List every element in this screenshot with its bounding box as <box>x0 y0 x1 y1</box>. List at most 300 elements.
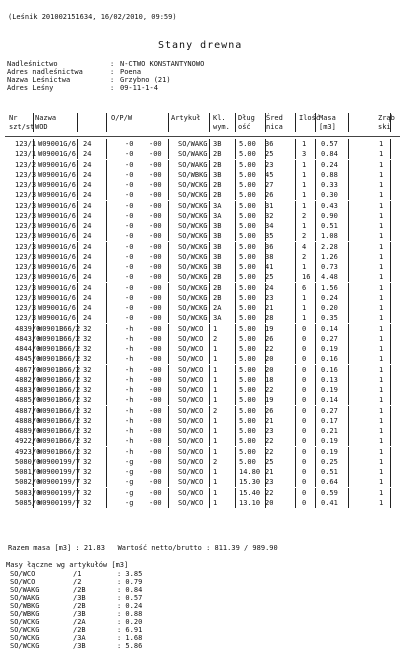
table-cell: 3B <box>213 140 222 148</box>
mass-code: /3A <box>73 634 86 642</box>
table-cell: -h <box>125 416 134 425</box>
table-cell: 1 <box>379 416 384 425</box>
column-divider <box>209 313 210 323</box>
column-divider <box>390 406 391 416</box>
table-cell: 5.00 <box>239 386 256 394</box>
table-cell: 123/3 <box>15 263 37 271</box>
column-divider <box>295 334 296 344</box>
column-divider <box>77 190 78 200</box>
mass-value: : 1.68 <box>117 634 143 642</box>
table-row <box>3 324 415 334</box>
table-cell: 5085/0 <box>15 498 41 507</box>
table-cell: 1 <box>302 140 307 148</box>
table-cell: -0 <box>125 160 134 169</box>
table-cell: 32 <box>83 416 92 425</box>
column-divider <box>348 467 349 477</box>
table-row <box>3 190 415 200</box>
table-cell: 28 <box>265 314 274 323</box>
column-divider <box>106 375 107 385</box>
column-divider <box>168 457 169 467</box>
table-cell: SO/WCO <box>178 355 204 364</box>
column-divider <box>235 190 236 200</box>
table-cell: 5.00 <box>239 211 256 220</box>
table-cell: -h <box>125 355 134 364</box>
info-key: Adres Leśny <box>7 84 54 92</box>
table-cell: W0901B66/2 <box>38 334 81 343</box>
table-cell: 1 <box>302 314 307 323</box>
mass-code: /3B <box>73 594 86 602</box>
table-cell: -0 <box>125 304 134 312</box>
table-cell: 0 <box>302 447 307 456</box>
column-divider <box>209 272 210 282</box>
table-cell: 5.00 <box>239 252 256 261</box>
table-cell: 1 <box>379 170 384 179</box>
table-cell: 21 <box>265 416 274 425</box>
column-divider <box>390 395 391 405</box>
table-cell: W09001G/6 <box>38 232 76 241</box>
column-divider <box>295 498 296 508</box>
table-cell: 1 <box>379 222 384 230</box>
column-divider <box>348 406 349 416</box>
table-cell: 20 <box>265 365 274 374</box>
table-cell: SO/WCO <box>178 468 204 476</box>
table-cell: 0 <box>302 365 307 374</box>
column-divider <box>315 262 316 272</box>
column-divider <box>209 231 210 241</box>
column-divider <box>106 334 107 344</box>
column-divider <box>209 324 210 334</box>
table-cell: 1 <box>213 416 218 425</box>
table-cell: W09001G/6 <box>38 150 76 159</box>
table-row <box>3 201 415 211</box>
table-cell: -00 <box>149 447 162 456</box>
table-cell: 1 <box>379 478 384 487</box>
table-cell: 123/3 <box>15 314 37 323</box>
table-cell: -h <box>125 427 134 435</box>
column-divider <box>390 221 391 231</box>
table-cell: 3 <box>302 150 307 159</box>
column-divider <box>315 313 316 323</box>
table-cell: 24 <box>83 273 92 282</box>
mass-article: SO/WCKG <box>10 634 40 642</box>
column-divider <box>209 426 210 436</box>
column-divider <box>315 426 316 436</box>
table-cell: 4888/0 <box>15 416 41 425</box>
column-divider <box>348 344 349 354</box>
column-divider <box>295 221 296 231</box>
column-divider <box>168 190 169 200</box>
header-cell: nica <box>266 123 283 131</box>
column-divider <box>348 426 349 436</box>
table-cell: 1 <box>379 150 384 159</box>
table-cell: 2 <box>213 334 218 343</box>
table-cell: 0.43 <box>321 201 338 210</box>
header-cell: Nazwa <box>35 114 57 122</box>
table-cell: 0.16 <box>321 355 338 364</box>
table-cell: 5081/0 <box>15 468 41 476</box>
table-cell: 1 <box>302 263 307 271</box>
column-divider <box>235 303 236 313</box>
table-row <box>3 365 415 375</box>
column-divider <box>77 180 78 190</box>
table-cell: 1 <box>213 478 218 487</box>
table-cell: 4839/0 <box>15 324 41 333</box>
table-cell: W09001G/6 <box>38 293 76 302</box>
column-divider <box>106 160 107 170</box>
table-cell: -0 <box>125 211 134 220</box>
table-cell: SO/WCKG <box>178 181 208 189</box>
table-cell: 1 <box>379 468 384 476</box>
table-cell: 4922/0 <box>15 437 41 446</box>
table-cell: 0 <box>302 427 307 435</box>
table-cell: 1 <box>379 375 384 384</box>
column-divider <box>235 344 236 354</box>
table-cell: 0 <box>302 396 307 405</box>
table-cell: 5.00 <box>239 263 256 271</box>
column-divider <box>106 447 107 457</box>
column-divider <box>348 283 349 293</box>
table-cell: -00 <box>149 375 162 384</box>
mass-code: /2B <box>73 626 86 634</box>
column-divider <box>209 395 210 405</box>
table-cell: 1.26 <box>321 252 338 261</box>
table-cell: SO/WCO <box>178 488 204 497</box>
column-divider <box>209 354 210 364</box>
table-cell: 5.00 <box>239 140 256 148</box>
table-cell: -0 <box>125 140 134 148</box>
column-divider <box>77 272 78 282</box>
table-cell: 0 <box>302 355 307 364</box>
table-cell: 21 <box>265 304 274 312</box>
table-cell: 1 <box>379 191 384 200</box>
column-divider <box>295 272 296 282</box>
column-divider <box>106 293 107 303</box>
table-cell: SO/WCKG <box>178 242 208 251</box>
column-divider <box>348 231 349 241</box>
table-cell: 123/3 <box>15 181 37 189</box>
column-divider <box>106 406 107 416</box>
column-divider <box>235 324 236 334</box>
table-cell: 1 <box>213 345 218 353</box>
table-row <box>3 293 415 303</box>
column-divider <box>168 262 169 272</box>
info-value: Grzybno (21) <box>120 76 171 84</box>
table-cell: SO/WCKG <box>178 314 208 323</box>
table-cell: 4.48 <box>321 273 338 282</box>
table-cell: 27 <box>265 181 274 189</box>
table-cell: 0.19 <box>321 437 338 446</box>
column-divider <box>390 242 391 252</box>
table-cell: SO/WCKG <box>178 273 208 282</box>
table-row <box>3 334 415 344</box>
column-divider <box>106 324 107 334</box>
column-divider <box>77 201 78 211</box>
table-cell: SO/WAKG <box>178 160 208 169</box>
table-cell: W0901B66/2 <box>38 324 81 333</box>
table-cell: 1 <box>379 232 384 241</box>
column-divider <box>209 365 210 375</box>
table-cell: -00 <box>149 427 162 435</box>
table-cell: 0.19 <box>321 386 338 394</box>
table-cell: 26 <box>265 334 274 343</box>
table-cell: 2B <box>213 191 222 200</box>
table-cell: -0 <box>125 222 134 230</box>
column-divider <box>315 334 316 344</box>
table-cell: 1 <box>302 191 307 200</box>
column-divider <box>106 283 107 293</box>
table-cell: 1 <box>379 334 384 343</box>
table-cell: 1 <box>213 375 218 384</box>
table-cell: 1 <box>302 222 307 230</box>
table-cell: 24 <box>83 252 92 261</box>
table-row <box>3 170 415 180</box>
table-cell: 123/3 <box>15 201 37 210</box>
table-cell: 18 <box>265 375 274 384</box>
column-divider <box>209 303 210 313</box>
table-cell: 32 <box>83 396 92 405</box>
column-divider <box>390 139 391 149</box>
table-cell: 5.00 <box>239 345 256 353</box>
column-divider <box>390 231 391 241</box>
column-divider <box>106 498 107 508</box>
column-divider <box>295 365 296 375</box>
column-divider <box>168 293 169 303</box>
table-cell: 36 <box>265 140 274 148</box>
column-divider <box>235 139 236 149</box>
column-divider <box>168 180 169 190</box>
table-cell: 24 <box>83 304 92 312</box>
column-divider <box>106 252 107 262</box>
table-cell: 0.88 <box>321 170 338 179</box>
table-cell: 5.00 <box>239 355 256 364</box>
column-divider <box>209 375 210 385</box>
column-divider <box>209 201 210 211</box>
header-cell: Zrąb <box>378 114 395 122</box>
column-divider <box>390 488 391 498</box>
header-cell: [m3] <box>319 123 336 131</box>
table-cell: 1.56 <box>321 283 338 292</box>
table-cell: 5.00 <box>239 150 256 159</box>
table-cell: 0 <box>302 406 307 415</box>
column-divider <box>77 313 78 323</box>
table-cell: 1 <box>379 488 384 497</box>
table-cell: 36 <box>265 242 274 251</box>
table-cell: 1 <box>213 427 218 435</box>
column-divider <box>106 262 107 272</box>
table-cell: 5.00 <box>239 416 256 425</box>
table-cell: -h <box>125 375 134 384</box>
table-cell: 0.30 <box>321 191 338 200</box>
header-cell: WOD <box>35 123 48 131</box>
table-cell: 32 <box>83 498 92 507</box>
table-cell: W0901B66/2 <box>38 355 81 364</box>
column-divider <box>106 488 107 498</box>
column-divider <box>168 354 169 364</box>
column-divider <box>315 180 316 190</box>
column-divider <box>168 160 169 170</box>
table-cell: 1 <box>213 355 218 364</box>
table-cell: 0.90 <box>321 211 338 220</box>
table-cell: -00 <box>149 478 162 487</box>
table-cell: 0.14 <box>321 324 338 333</box>
table-row <box>3 498 415 508</box>
column-divider <box>348 180 349 190</box>
table-cell: 1 <box>379 304 384 312</box>
table-cell: -00 <box>149 242 162 251</box>
column-divider <box>390 201 391 211</box>
table-cell: SO/WCKG <box>178 263 208 271</box>
table-cell: 4 <box>302 242 307 251</box>
stock-table <box>3 113 415 508</box>
column-divider <box>348 211 349 221</box>
table-cell: W09001G/6 <box>38 160 76 169</box>
mass-code: /3B <box>73 610 86 618</box>
column-divider <box>106 395 107 405</box>
column-divider <box>77 303 78 313</box>
column-divider <box>315 211 316 221</box>
table-cell: 24 <box>83 191 92 200</box>
table-cell: 5.00 <box>239 447 256 456</box>
table-cell: 19 <box>265 324 274 333</box>
table-cell: SO/WCO <box>178 457 204 466</box>
column-divider <box>209 488 210 498</box>
table-cell: W09001G/6 <box>38 191 76 200</box>
table-cell: W09001G/6 <box>38 273 76 282</box>
column-divider <box>209 252 210 262</box>
column-divider <box>295 395 296 405</box>
table-cell: W09001G/6 <box>38 181 76 189</box>
table-row <box>3 303 415 313</box>
column-divider <box>348 313 349 323</box>
table-cell: -0 <box>125 283 134 292</box>
table-row <box>3 406 415 416</box>
table-cell: 2 <box>302 232 307 241</box>
table-cell: W0901B66/2 <box>38 447 81 456</box>
column-divider <box>295 354 296 364</box>
table-cell: -00 <box>149 293 162 302</box>
table-cell: 5.00 <box>239 222 256 230</box>
table-cell: 5082/0 <box>15 478 41 487</box>
column-divider <box>106 242 107 252</box>
table-row <box>3 467 415 477</box>
mass-article: SO/WAKG <box>10 586 40 594</box>
column-divider <box>315 467 316 477</box>
table-cell: 32 <box>265 211 274 220</box>
column-divider <box>315 242 316 252</box>
column-divider <box>168 395 169 405</box>
header-cell: Masa <box>319 114 336 122</box>
column-divider <box>235 426 236 436</box>
column-divider <box>390 180 391 190</box>
table-cell: 0.14 <box>321 396 338 405</box>
column-divider <box>348 324 349 334</box>
table-cell: 4885/0 <box>15 396 41 405</box>
column-divider <box>315 477 316 487</box>
column-divider <box>235 375 236 385</box>
table-cell: 2A <box>213 304 222 312</box>
table-cell: 1 <box>213 365 218 374</box>
table-cell: SO/WCO <box>178 365 204 374</box>
table-cell: 1 <box>213 324 218 333</box>
table-cell: W0901B66/2 <box>38 386 81 394</box>
table-cell: 4889/0 <box>15 427 41 435</box>
table-cell: -00 <box>149 365 162 374</box>
table-row <box>3 252 415 262</box>
column-divider <box>390 498 391 508</box>
table-row <box>3 416 415 426</box>
column-divider <box>390 170 391 180</box>
table-cell: 24 <box>83 211 92 220</box>
table-cell: 1 <box>379 263 384 271</box>
column-divider <box>209 477 210 487</box>
column-divider <box>390 293 391 303</box>
table-cell: 0.27 <box>321 334 338 343</box>
column-divider <box>168 436 169 446</box>
table-cell: 4844/0 <box>15 345 41 353</box>
column-divider <box>106 416 107 426</box>
column-divider <box>295 252 296 262</box>
table-cell: 24 <box>83 222 92 230</box>
table-cell: SO/WCO <box>178 498 204 507</box>
column-divider <box>390 313 391 323</box>
column-divider <box>315 395 316 405</box>
table-cell: 0.24 <box>321 293 338 302</box>
table-cell: -0 <box>125 232 134 241</box>
table-cell: 2 <box>302 252 307 261</box>
header-cell: O/P/W <box>111 114 133 122</box>
column-divider <box>235 467 236 477</box>
table-cell: 5.00 <box>239 314 256 323</box>
table-cell: -00 <box>149 386 162 394</box>
column-divider <box>348 160 349 170</box>
table-cell: 123/3 <box>15 304 37 312</box>
column-divider <box>295 190 296 200</box>
mass-code: /2 <box>73 578 82 586</box>
column-divider <box>168 139 169 149</box>
table-cell: 1 <box>213 437 218 446</box>
table-cell: 0.35 <box>321 314 338 323</box>
mass-article: SO/WCO <box>10 570 36 578</box>
table-cell: 4845/0 <box>15 355 41 364</box>
table-cell: 3B <box>213 242 222 251</box>
column-divider <box>235 313 236 323</box>
table-cell: W09001G/6 <box>38 140 76 148</box>
column-divider <box>77 170 78 180</box>
column-divider <box>209 447 210 457</box>
table-cell: 5.00 <box>239 242 256 251</box>
table-cell: 25 <box>265 273 274 282</box>
table-cell: 24 <box>83 263 92 271</box>
column-divider <box>295 242 296 252</box>
column-divider <box>168 488 169 498</box>
column-divider <box>168 324 169 334</box>
column-divider <box>168 426 169 436</box>
table-cell: -g <box>125 457 134 466</box>
mass-article: SO/WCKG <box>10 642 40 650</box>
table-cell: 0 <box>302 478 307 487</box>
table-cell: 3A <box>213 201 222 210</box>
header-cell: Kl. <box>213 114 226 122</box>
column-divider <box>390 303 391 313</box>
column-divider <box>209 416 210 426</box>
table-row <box>3 385 415 395</box>
table-cell: W0901B66/2 <box>38 427 81 435</box>
table-cell: 5.00 <box>239 160 256 169</box>
column-divider <box>209 242 210 252</box>
table-cell: SO/WCO <box>178 406 204 415</box>
column-divider <box>168 365 169 375</box>
table-row <box>3 375 415 385</box>
